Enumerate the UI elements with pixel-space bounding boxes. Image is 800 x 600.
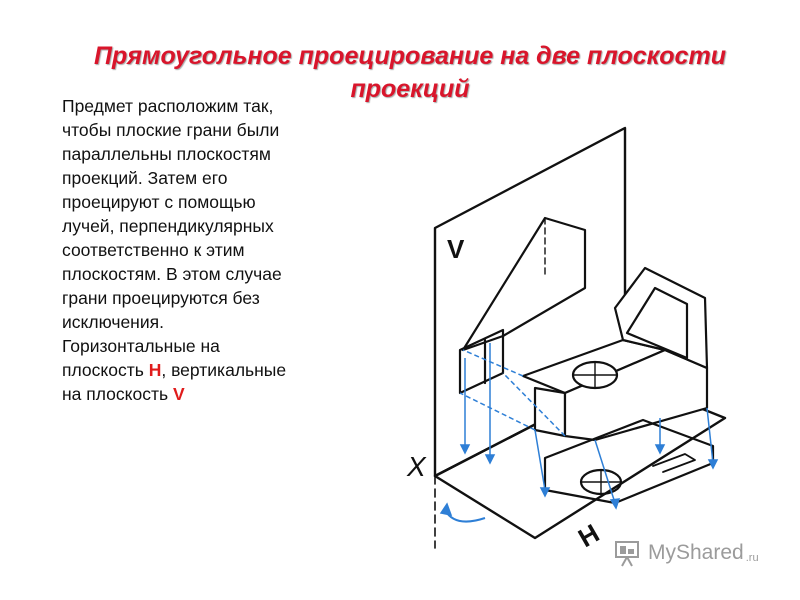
body-mid: , вертикальные на плоскость [62,360,287,404]
label-v: V [447,234,465,264]
object-front [535,388,565,436]
h-letter: H [148,360,162,380]
label-x: X [407,451,426,482]
watermark-text: MyShared [648,541,744,564]
slide-title: Прямоугольное проецирование на две плоскости проекций [94,42,726,103]
v-projection-rib [463,218,585,350]
projection-drawing [395,118,745,558]
label-h: H [573,517,605,554]
projector-icon [612,538,642,568]
body-text [62,94,297,406]
v-letter: V [172,384,185,404]
body-paragraph: Предмет расположим так, чтобы плоские грани были параллельны плоскостям проекций. Затем его проецируют с помощью лучей, перпендикулярных соответственно к этим плоскостям. В этом случае грани проецируются без исключения. Горизонтальные на плоскость [62,96,282,380]
watermark-ext: .ru [745,552,759,564]
v-projection-base [460,330,503,393]
watermark [612,538,759,568]
